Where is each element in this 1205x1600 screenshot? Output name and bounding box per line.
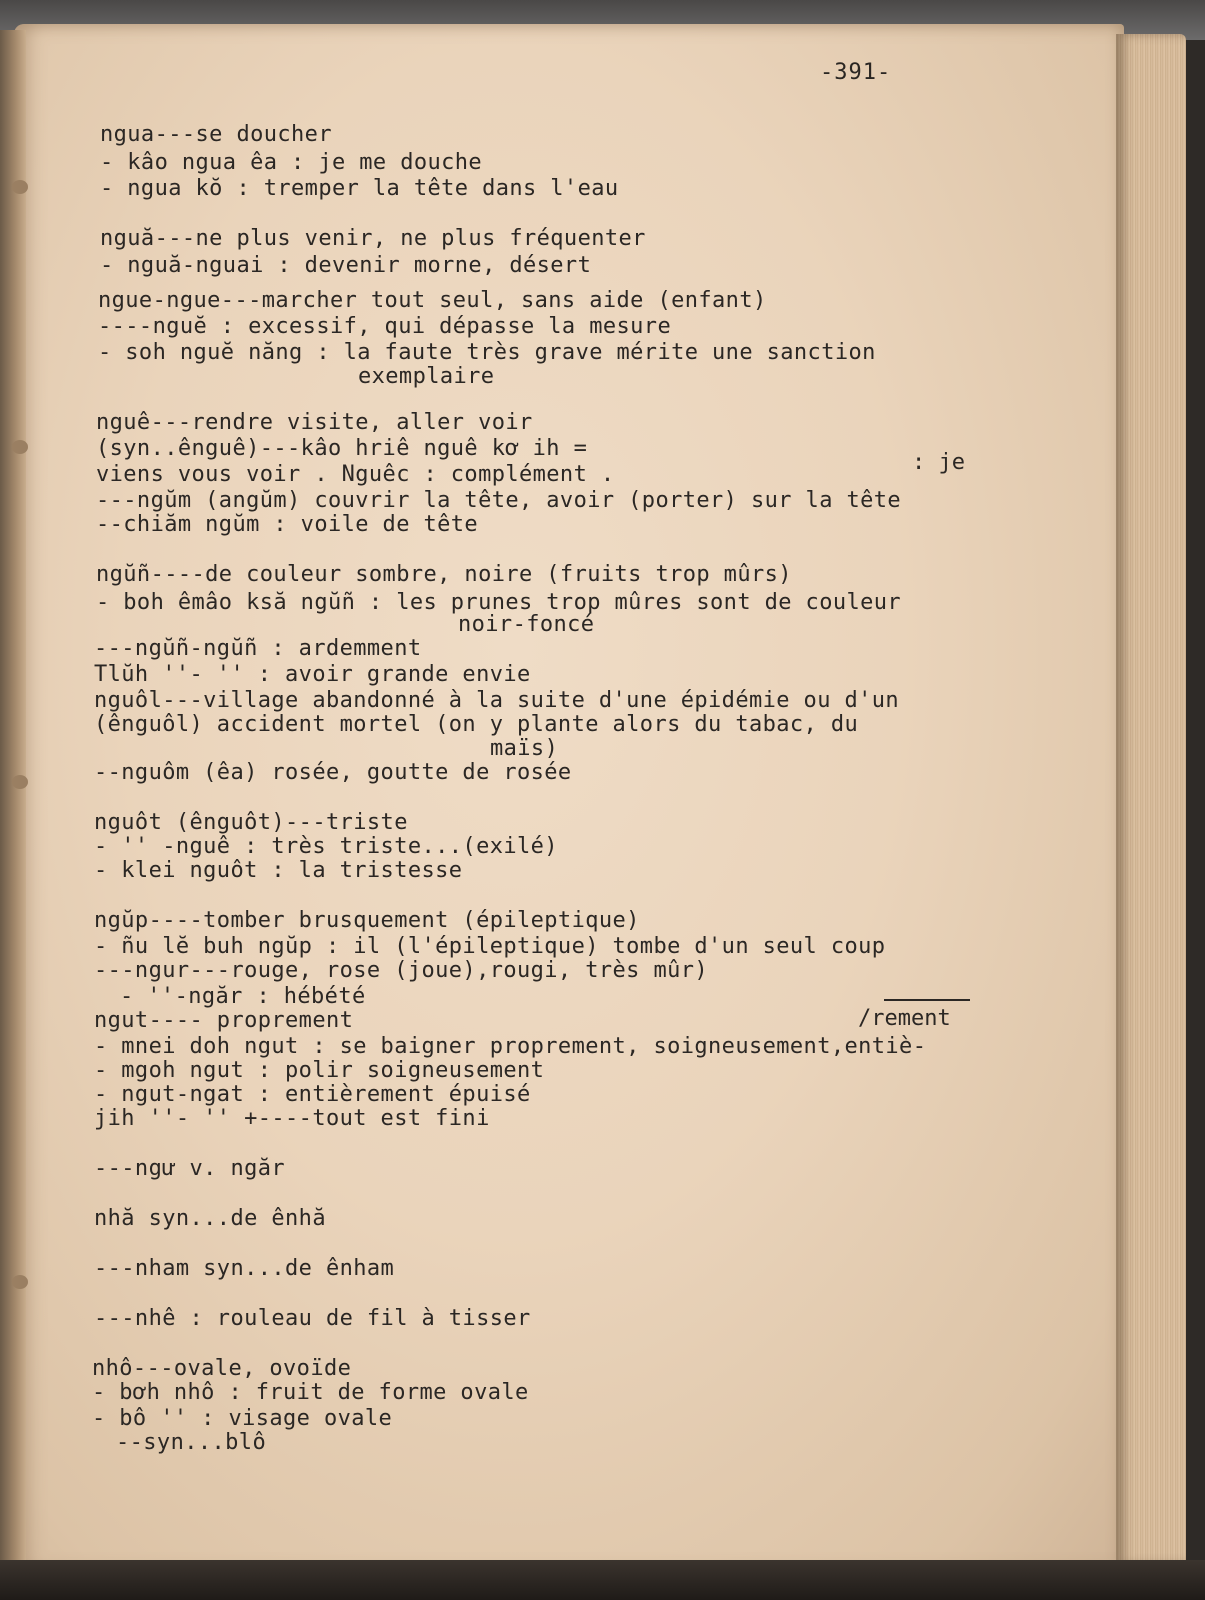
entry-line: (ênguôl) accident mortel (on y plante alors du tabac, du [94, 712, 859, 737]
entry-line: --chiăm ngŭm : voile de tête [96, 512, 479, 537]
entry-line: - mgoh ngut : polir soigneusement [94, 1058, 545, 1083]
entry-line: - ''-ngăr : hébété [120, 984, 366, 1009]
typed-overline [884, 999, 970, 1001]
entry-line: nhă syn...de ênhă [94, 1206, 326, 1231]
entry-line: - kâo ngua êa : je me douche [100, 150, 483, 175]
entry-line: jih ''- '' +----tout est fini [94, 1106, 490, 1131]
entry-line: - ngua kŏ : tremper la tête dans l'eau [100, 176, 619, 201]
entry-line: - ñu lĕ buh ngŭp : il (l'épileptique) tombe d'un seul coup [94, 934, 886, 959]
entry-line: nguôt (ênguôt)---triste [94, 810, 408, 835]
entry-line: nhô---ovale, ovoïde [92, 1356, 352, 1381]
entry-line: ngua---se doucher [100, 122, 332, 147]
entry-line: ngut---- proprement [94, 1008, 354, 1033]
binding-notch [12, 1275, 28, 1289]
entry-line: ngŭñ----de couleur sombre, noire (fruits trop mûrs) [96, 562, 792, 587]
entry-line: - klei nguôt : la tristesse [94, 858, 463, 883]
entry-line: - soh nguĕ năng : la faute très grave mérite une sanction [98, 340, 876, 365]
binding-notch [12, 775, 28, 789]
binding-notch [12, 180, 28, 194]
entry-line: noir-foncé [458, 612, 595, 637]
book-binding [0, 30, 26, 1570]
margin-note: /rement [858, 1006, 951, 1031]
scan-bottom-shadow [0, 1560, 1205, 1600]
entry-line: maïs) [490, 736, 559, 761]
entry-line: ngŭp----tomber brusquement (épileptique) [94, 908, 640, 933]
entry-line: ---ngur---rouge, rose (joue),rougi, très mûr) [94, 958, 709, 983]
entry-line: (syn..ênguê)---kâo hriê nguê kơ ih = [96, 436, 588, 461]
entry-line: ----nguĕ : excessif, qui dépasse la mesure [98, 314, 672, 339]
entry-line: - bơh nhô : fruit de forme ovale [92, 1380, 529, 1405]
entry-line: ---ngư v. ngăr [94, 1156, 286, 1181]
margin-note: : je [912, 450, 965, 475]
entry-line: - mnei doh ngut : se baigner proprement, soigneusement,entiè- [94, 1034, 927, 1059]
entry-line: ngue-ngue---marcher tout seul, sans aide (enfant) [98, 288, 767, 313]
entry-line: viens vous voir . Nguêc : complément . [96, 462, 615, 487]
entry-line: --syn...blô [116, 1430, 267, 1455]
entry-line: ---ngŭñ-ngŭñ : ardemment [94, 636, 422, 661]
entry-line: exemplaire [358, 364, 495, 389]
entry-line: nguôl---village abandonné à la suite d'une épidémie ou d'un [94, 688, 900, 713]
entry-line: ---ngŭm (angŭm) couvrir la tête, avoir (porter) sur la tête [96, 488, 902, 513]
page-number: -391- [820, 60, 892, 85]
entry-line: nguă---ne plus venir, ne plus fréquenter [100, 226, 646, 251]
entry-line: Tlŭh ''- '' : avoir grande envie [94, 662, 531, 687]
entry-line: nguê---rendre visite, aller voir [96, 410, 533, 435]
entry-line: - boh êmâo ksă ngŭñ : les prunes trop mûres sont de couleur [96, 590, 902, 615]
entry-line: - '' -nguê : très triste...(exilé) [94, 834, 558, 859]
entry-line: - nguă-nguai : devenir morne, désert [100, 253, 592, 278]
entry-line: ---nhê : rouleau de fil à tisser [94, 1306, 531, 1331]
entry-line: ---nham syn...de ênham [94, 1256, 395, 1281]
entry-line: - bô '' : visage ovale [92, 1406, 393, 1431]
entry-line: - ngut-ngat : entièrement épuisé [94, 1082, 531, 1107]
book-page-edges [1116, 34, 1186, 1564]
entry-line: --nguôm (êa) rosée, goutte de rosée [94, 760, 572, 785]
binding-notch [12, 440, 28, 454]
